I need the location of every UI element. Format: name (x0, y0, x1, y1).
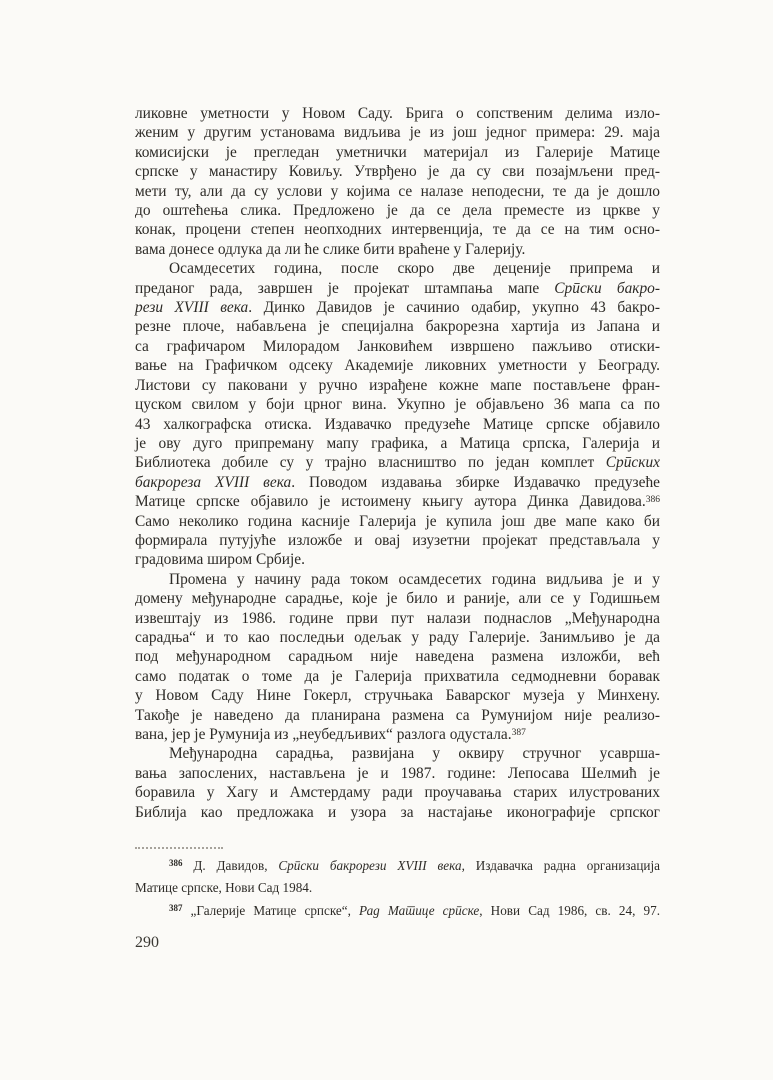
body-line: комисијски је прегледан уметнички материјал из Галерије Матице (135, 143, 660, 161)
body-line: извештају из 1986. године први пут налази поднаслов „Међународна (135, 609, 660, 627)
body-line: ликовне уметности у Новом Саду. Брига о сопственим делима изло- (135, 105, 660, 122)
body-line: само податак о томе да је Галерија прихватила седмодневни боравак (135, 667, 660, 685)
body-line: Међународна сарадња, развијана у оквиру стручног усаврша- (169, 745, 660, 763)
footnote-line: $^{386}$ Д. Давидов, Српски бакрорези XVIII века, Издавачка радна организација (169, 858, 660, 874)
body-line: мети ту, али да су услови у којима се налазе неподесни, те да је дошло (135, 182, 660, 200)
body-line: 43 халкографска отиска. Издавачко предузеће Матице српске објавило (135, 415, 660, 433)
footnote-separator (135, 847, 223, 849)
body-line: је ову дуго припреману мапу графика, а Матица српска, Галерија и (135, 434, 660, 452)
body-line: Промена у начину рада током осамдесетих година видљива је и у (169, 570, 660, 588)
page-content (135, 104, 660, 952)
body-line: Библија као предложака и узора за настајање иконографије српског (135, 803, 660, 821)
body-line: вања запослених, настављена је и 1987. године: Лепосава Шелмић је (135, 764, 660, 782)
body-line: вање на Графичком одсеку Академије ликовних уметности у Београду. (135, 357, 660, 375)
page-number: 290 (135, 933, 159, 951)
body-line: формирала путујуће изложбе и овај изузетни пројекат представљала у (135, 531, 660, 549)
footnotes (135, 855, 660, 922)
body-line: вана, јер је Румунија из „неубедљивих“ разлога одустала.$^{387}$ (135, 726, 526, 743)
body-line: Матице српске објавило је истоимену књигу аутора Динка Давидова.$^{386}$ (135, 493, 660, 511)
body-line: у Новом Саду Нине Гокерл, стручњака Баварског музеја у Минхену. (135, 687, 660, 705)
body-line: резне плоче, набављена је специјална бакрорезна хартија из Јапана и (135, 318, 660, 336)
body-line: градовима широм Србије. (135, 551, 305, 569)
body-line: боравила у Хагу и Амстердаму ради проучавања старих илустрованих (135, 784, 660, 802)
body-line: Листови су паковани у ручно израђене кожне мапе постављене фран- (135, 376, 660, 394)
body-line: конак, процени степен неопходних интервенција, те да се на тим осно- (135, 221, 660, 239)
body-line: рези XVIII века. Динко Давидов је сачинио одабир, укупно 43 бакро- (135, 299, 661, 317)
body-line: бакрореза XVIII века. Поводом издавања збирке Издавачко предузеће (135, 473, 660, 491)
footnote-line: Матице српске, Нови Сад 1984. (135, 880, 313, 896)
body-line: домену међународне сарадње, које је било и раније, али се у Годишњем (135, 590, 660, 608)
body-line: до оштећења слика. Предложено је да се дела преместе из цркве у (135, 202, 660, 220)
body-line: цуском свилом у боји црног вина. Укупно је објављено 36 мапа са по (135, 396, 660, 414)
body-line: српске у манастиру Ковиљу. Утврђено је да су сви позајмљени пред- (135, 163, 660, 181)
body-line: под међународном сарадњом није наведена размена изложби, већ (135, 648, 660, 666)
body-line: Такође је наведено да планирана размена са Румунијом није реализо- (135, 706, 660, 724)
body-line: Осамдесетих година, после скоро две деценије припрема и (169, 260, 660, 278)
footnote-line: $^{387}$ „Галерије Матице српске“, Рад Матице српске, Нови Сад 1986, св. 24, 97. (169, 902, 660, 918)
body-line: Библиотека добиле су у трајно власништво по један комплет Српских (135, 454, 660, 472)
body-line: вама донесе одлука да ли ће слике бити враћене у Галерију. (135, 240, 526, 258)
body-line: Само неколико година касније Галерија је купила још две мапе како би (135, 512, 660, 530)
body-line: сарадња“ и то као последњи одељак у раду Галерије. Занимљиво је да (135, 628, 660, 646)
body-line: женим у другим установама видљива је из још једног примера: 29. маја (135, 124, 660, 142)
body-line: са графичаром Милорадом Јанковићем извршено пажљиво отиски- (135, 337, 660, 355)
body-text (135, 104, 660, 822)
body-line: преданог рада, завршен је пројекат штампања мапе Српски бакро- (135, 279, 660, 297)
